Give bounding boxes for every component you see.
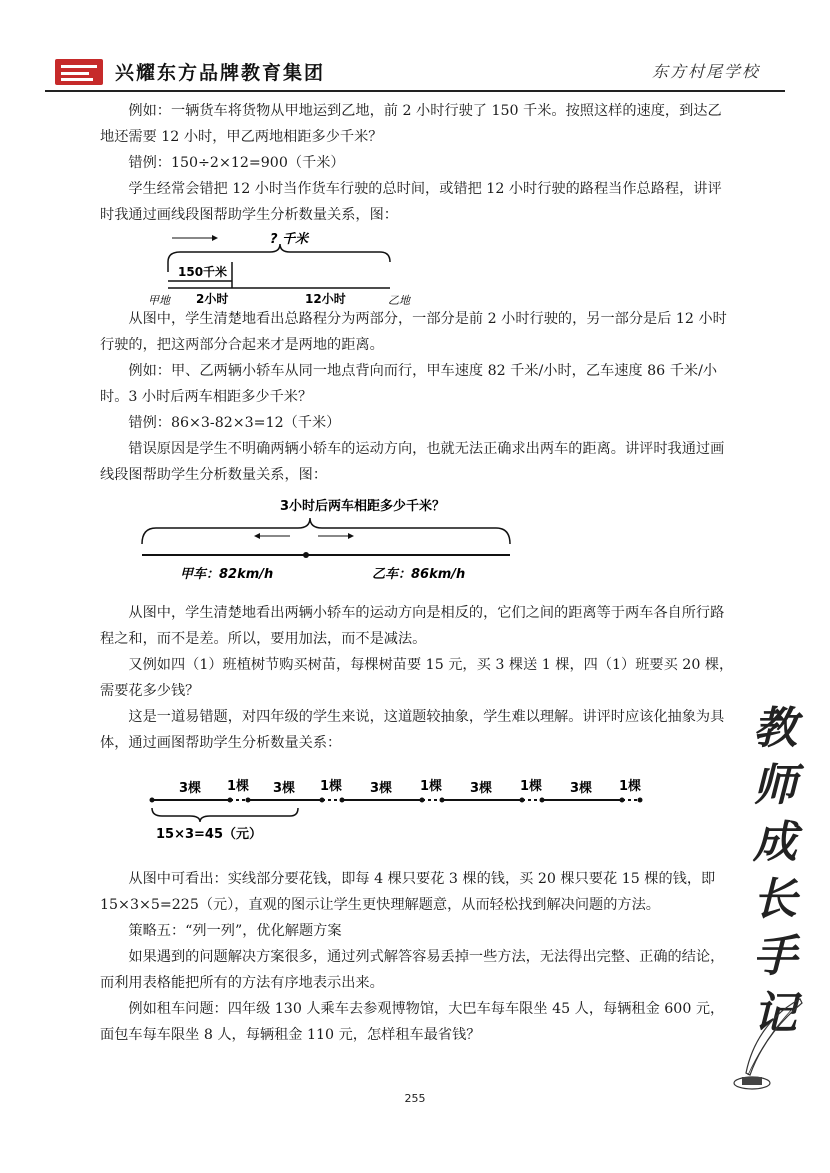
page-number: 255 <box>404 1092 426 1105</box>
paid-label: 3棵 <box>179 781 202 796</box>
tree-point <box>320 798 325 803</box>
paid-label: 3棵 <box>470 781 493 796</box>
fig1-start: 甲地 <box>148 294 170 306</box>
group-brace <box>152 808 298 822</box>
tree-point <box>228 798 233 803</box>
fig1-question: ? 千米 <box>270 232 309 247</box>
paragraph: 如果遇到的问题解决方案很多，通过列式解答容易丢掉一些方法，无法得出完整、正确的结论，而利用表格能把所有的方法有序地表示出来。 <box>100 949 725 991</box>
line-segment-figure-1 <box>100 228 735 306</box>
tree-point <box>520 798 525 803</box>
paragraph: 又例如四（1）班植树节购买树苗，每棵树苗要 15 元，买 3 棵送 1 棵，四（1）班要买 20 棵，需要花多少钱？ <box>100 657 734 699</box>
side-title-char: 成 <box>753 817 797 868</box>
tree-point <box>440 798 445 803</box>
tree-point <box>246 798 251 803</box>
fig2-title: 3小时后两车相距多少千米？ <box>280 499 446 514</box>
tree-point <box>340 798 345 803</box>
tree-point <box>638 798 643 803</box>
side-title-char: 记 <box>753 988 797 1039</box>
paragraph: 例如：甲、乙两辆小轿车从同一地点背向而行，甲车速度 82 千米/小时，乙车速度 86 千米/小时。3 小时后两车相距多少千米？ <box>100 363 718 405</box>
line-segment-figure-2 <box>100 488 735 600</box>
page-header <box>45 55 790 91</box>
org-name: 兴耀东方品牌教育集团 <box>115 62 326 84</box>
side-title-char: 手 <box>753 931 797 982</box>
tree-point <box>540 798 545 803</box>
paid-label: 3棵 <box>570 781 593 796</box>
paragraph: 例如：一辆货车将货物从甲地运到乙地，前 2 小时行驶了 150 千米。按照这样的速度，到达乙地还需要 12 小时，甲乙两地相距多少千米？ <box>100 103 722 145</box>
free-label: 1棵 <box>619 779 642 794</box>
paragraph: 错例：150÷2×12=900（千米） <box>128 155 345 171</box>
group-total-label: 15×3=45（元） <box>156 827 263 842</box>
paragraph: 策略五：“列一列”，优化解题方案 <box>128 923 342 939</box>
quill-pen-icon <box>730 995 810 1095</box>
free-label: 1棵 <box>320 779 343 794</box>
fig1-end: 乙地 <box>388 294 410 306</box>
paragraph: 错例：86×3-82×3=12（千米） <box>128 415 341 431</box>
side-title-char: 师 <box>753 760 797 811</box>
paragraph: 学生经常会错把 12 小时当作货车行驶的总时间，或错把 12 小时行驶的路程当作总路程，讲评时我通过画线段图帮助学生分析数量关系，图： <box>100 181 722 223</box>
paragraph: 从图中可看出：实线部分要花钱，即每 4 棵只要花 3 棵的钱，买 20 棵只要花 15 棵的钱，即 15×3×5=225（元），直观的图示让学生更快理解题意，从而轻松找到解决问题的方法。 <box>100 871 716 913</box>
fig2-right-label: 乙车：86km/h <box>372 567 466 582</box>
paid-label: 3棵 <box>273 781 296 796</box>
free-label: 1棵 <box>227 779 250 794</box>
paragraph: 从图中，学生清楚地看出总路程分为两部分，一部分是前 2 小时行驶的，另一部分是后 12 小时行驶的，把这两部分合起来才是两地的距离。 <box>100 311 727 353</box>
main-content <box>100 98 735 1048</box>
fig2-left-label: 甲车：82km/h <box>180 567 274 582</box>
logo <box>55 59 103 85</box>
paragraph: 这是一道易错题，对四年级的学生来说，这道题较抽象，学生难以理解。讲评时应该化抽象为具体，通过画图帮助学生分析数量关系： <box>100 709 725 751</box>
tree-point <box>150 798 155 803</box>
school-name: 东方村尾学校 <box>651 62 760 81</box>
free-label: 1棵 <box>420 779 443 794</box>
fig1-time2: 12小时 <box>305 292 346 306</box>
tree-point <box>620 798 625 803</box>
free-label: 1棵 <box>520 779 543 794</box>
side-title <box>740 700 810 1039</box>
header-rule <box>45 90 785 92</box>
paid-label: 3棵 <box>370 781 393 796</box>
tree-purchase-figure <box>100 756 735 866</box>
paragraph: 例如租车问题：四年级 130 人乘车去参观博物馆，大巴车每车限坐 45 人，每辆租金 600 元，面包车每车限坐 8 人，每辆租金 110 元，怎样租车最省钱？ <box>100 1001 725 1043</box>
paragraph: 从图中，学生清楚地看出两辆小轿车的运动方向是相反的，它们之间的距离等于两车各自所行路程之和，而不是差。所以，要用加法，而不是减法。 <box>100 605 725 647</box>
side-title-char: 教 <box>753 703 797 754</box>
fig1-segment-label: 150千米 <box>178 265 228 279</box>
tree-point <box>420 798 425 803</box>
side-title-char: 长 <box>753 874 797 925</box>
fig1-time1: 2小时 <box>196 292 229 306</box>
paragraph: 错误原因是学生不明确两辆小轿车的运动方向，也就无法正确求出两车的距离。讲评时我通过画线段图帮助学生分析数量关系，图： <box>100 441 725 483</box>
